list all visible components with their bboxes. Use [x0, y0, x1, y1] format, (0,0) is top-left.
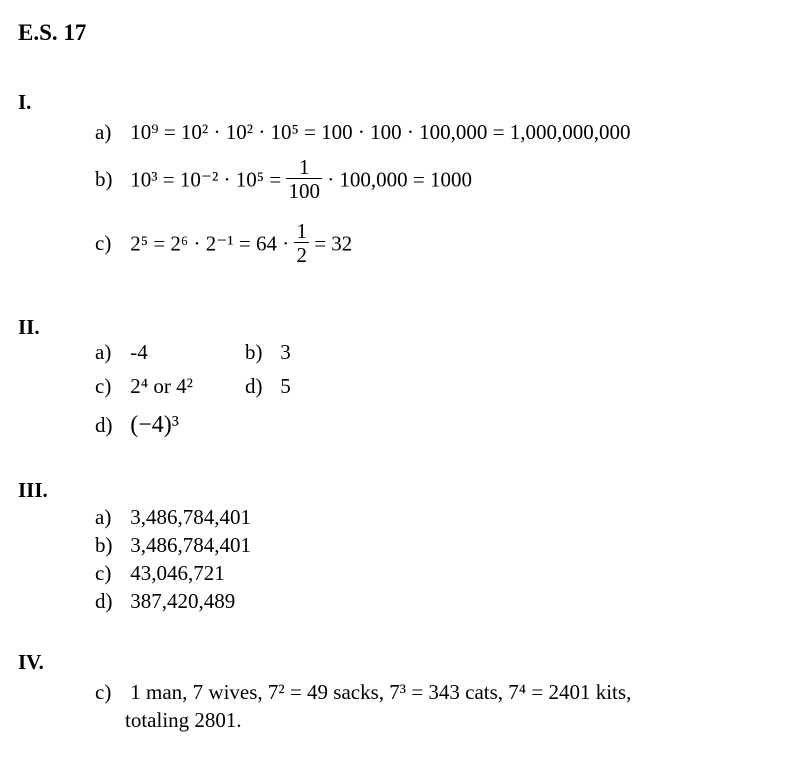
item-text-line-2: totaling 2801. — [125, 708, 242, 732]
section-ii-item-d-second — [95, 412, 179, 439]
item-label: a) — [95, 120, 112, 144]
item-value: 387,420,489 — [130, 589, 236, 613]
section-i-item-c — [95, 219, 353, 269]
item-label: c) — [95, 680, 112, 704]
fraction-denominator: 100 — [288, 179, 320, 203]
item-value: (−4)³ — [130, 412, 179, 438]
section-heading-iv: IV. — [18, 650, 44, 674]
item-label: b) — [95, 533, 113, 557]
item-label: a) — [95, 505, 112, 529]
section-i-item-b — [95, 155, 473, 205]
item-value: -4 — [130, 340, 148, 364]
fraction — [286, 156, 322, 203]
item-label: a) — [95, 340, 112, 364]
page-title: E.S. 17 — [18, 20, 87, 45]
equation-lhs: 10³ = 10⁻² · 10⁵ = — [130, 167, 282, 192]
item-label: c) — [95, 374, 112, 398]
section-iii-item-a — [95, 505, 251, 530]
item-value: 3,486,784,401 — [130, 505, 251, 529]
section-iii-item-c — [95, 561, 225, 586]
section-heading-i: I. — [18, 90, 32, 114]
item-label: c) — [95, 561, 112, 585]
item-value: 43,046,721 — [130, 561, 225, 585]
item-label: c) — [95, 231, 112, 256]
fraction-denominator: 2 — [296, 243, 307, 267]
section-heading-iii: III. — [18, 478, 48, 502]
item-value: 3,486,784,401 — [130, 533, 251, 557]
item-text-line-1: 1 man, 7 wives, 7² = 49 sacks, 7³ = 343 cats, 7⁴ = 2401 kits, — [130, 680, 632, 704]
section-iii-item-d — [95, 589, 235, 614]
item-label: d) — [95, 589, 113, 613]
fraction-numerator: 1 — [296, 219, 307, 243]
section-iii-item-b — [95, 533, 251, 558]
section-ii-item-a — [95, 340, 148, 365]
item-value: 5 — [280, 374, 291, 398]
item-label: d) — [245, 374, 263, 398]
section-heading-ii: II. — [18, 315, 40, 339]
item-label: b) — [95, 167, 113, 192]
equation-text: 10⁹ = 10² · 10² · 10⁵ = 100 · 100 · 100,000 = 1,000,000,000 — [130, 120, 631, 144]
item-value: 2⁴ or 4² — [130, 374, 193, 398]
section-iv-item-c-continuation — [125, 708, 242, 733]
item-label: d) — [95, 413, 113, 437]
fraction — [294, 220, 309, 267]
section-i-item-a — [95, 120, 631, 145]
section-ii-item-b — [245, 340, 291, 365]
equation-lhs: 2⁵ = 2⁶ · 2⁻¹ = 64 · — [130, 231, 290, 256]
section-iv-item-c — [95, 680, 631, 705]
fraction-numerator: 1 — [298, 155, 310, 179]
item-label: b) — [245, 340, 263, 364]
equation-rhs: · 100,000 = 1000 — [327, 167, 473, 192]
equation-rhs: = 32 — [314, 231, 353, 256]
item-value: 3 — [280, 340, 291, 364]
section-ii-item-c — [95, 374, 193, 399]
section-ii-item-d-first — [245, 374, 291, 399]
